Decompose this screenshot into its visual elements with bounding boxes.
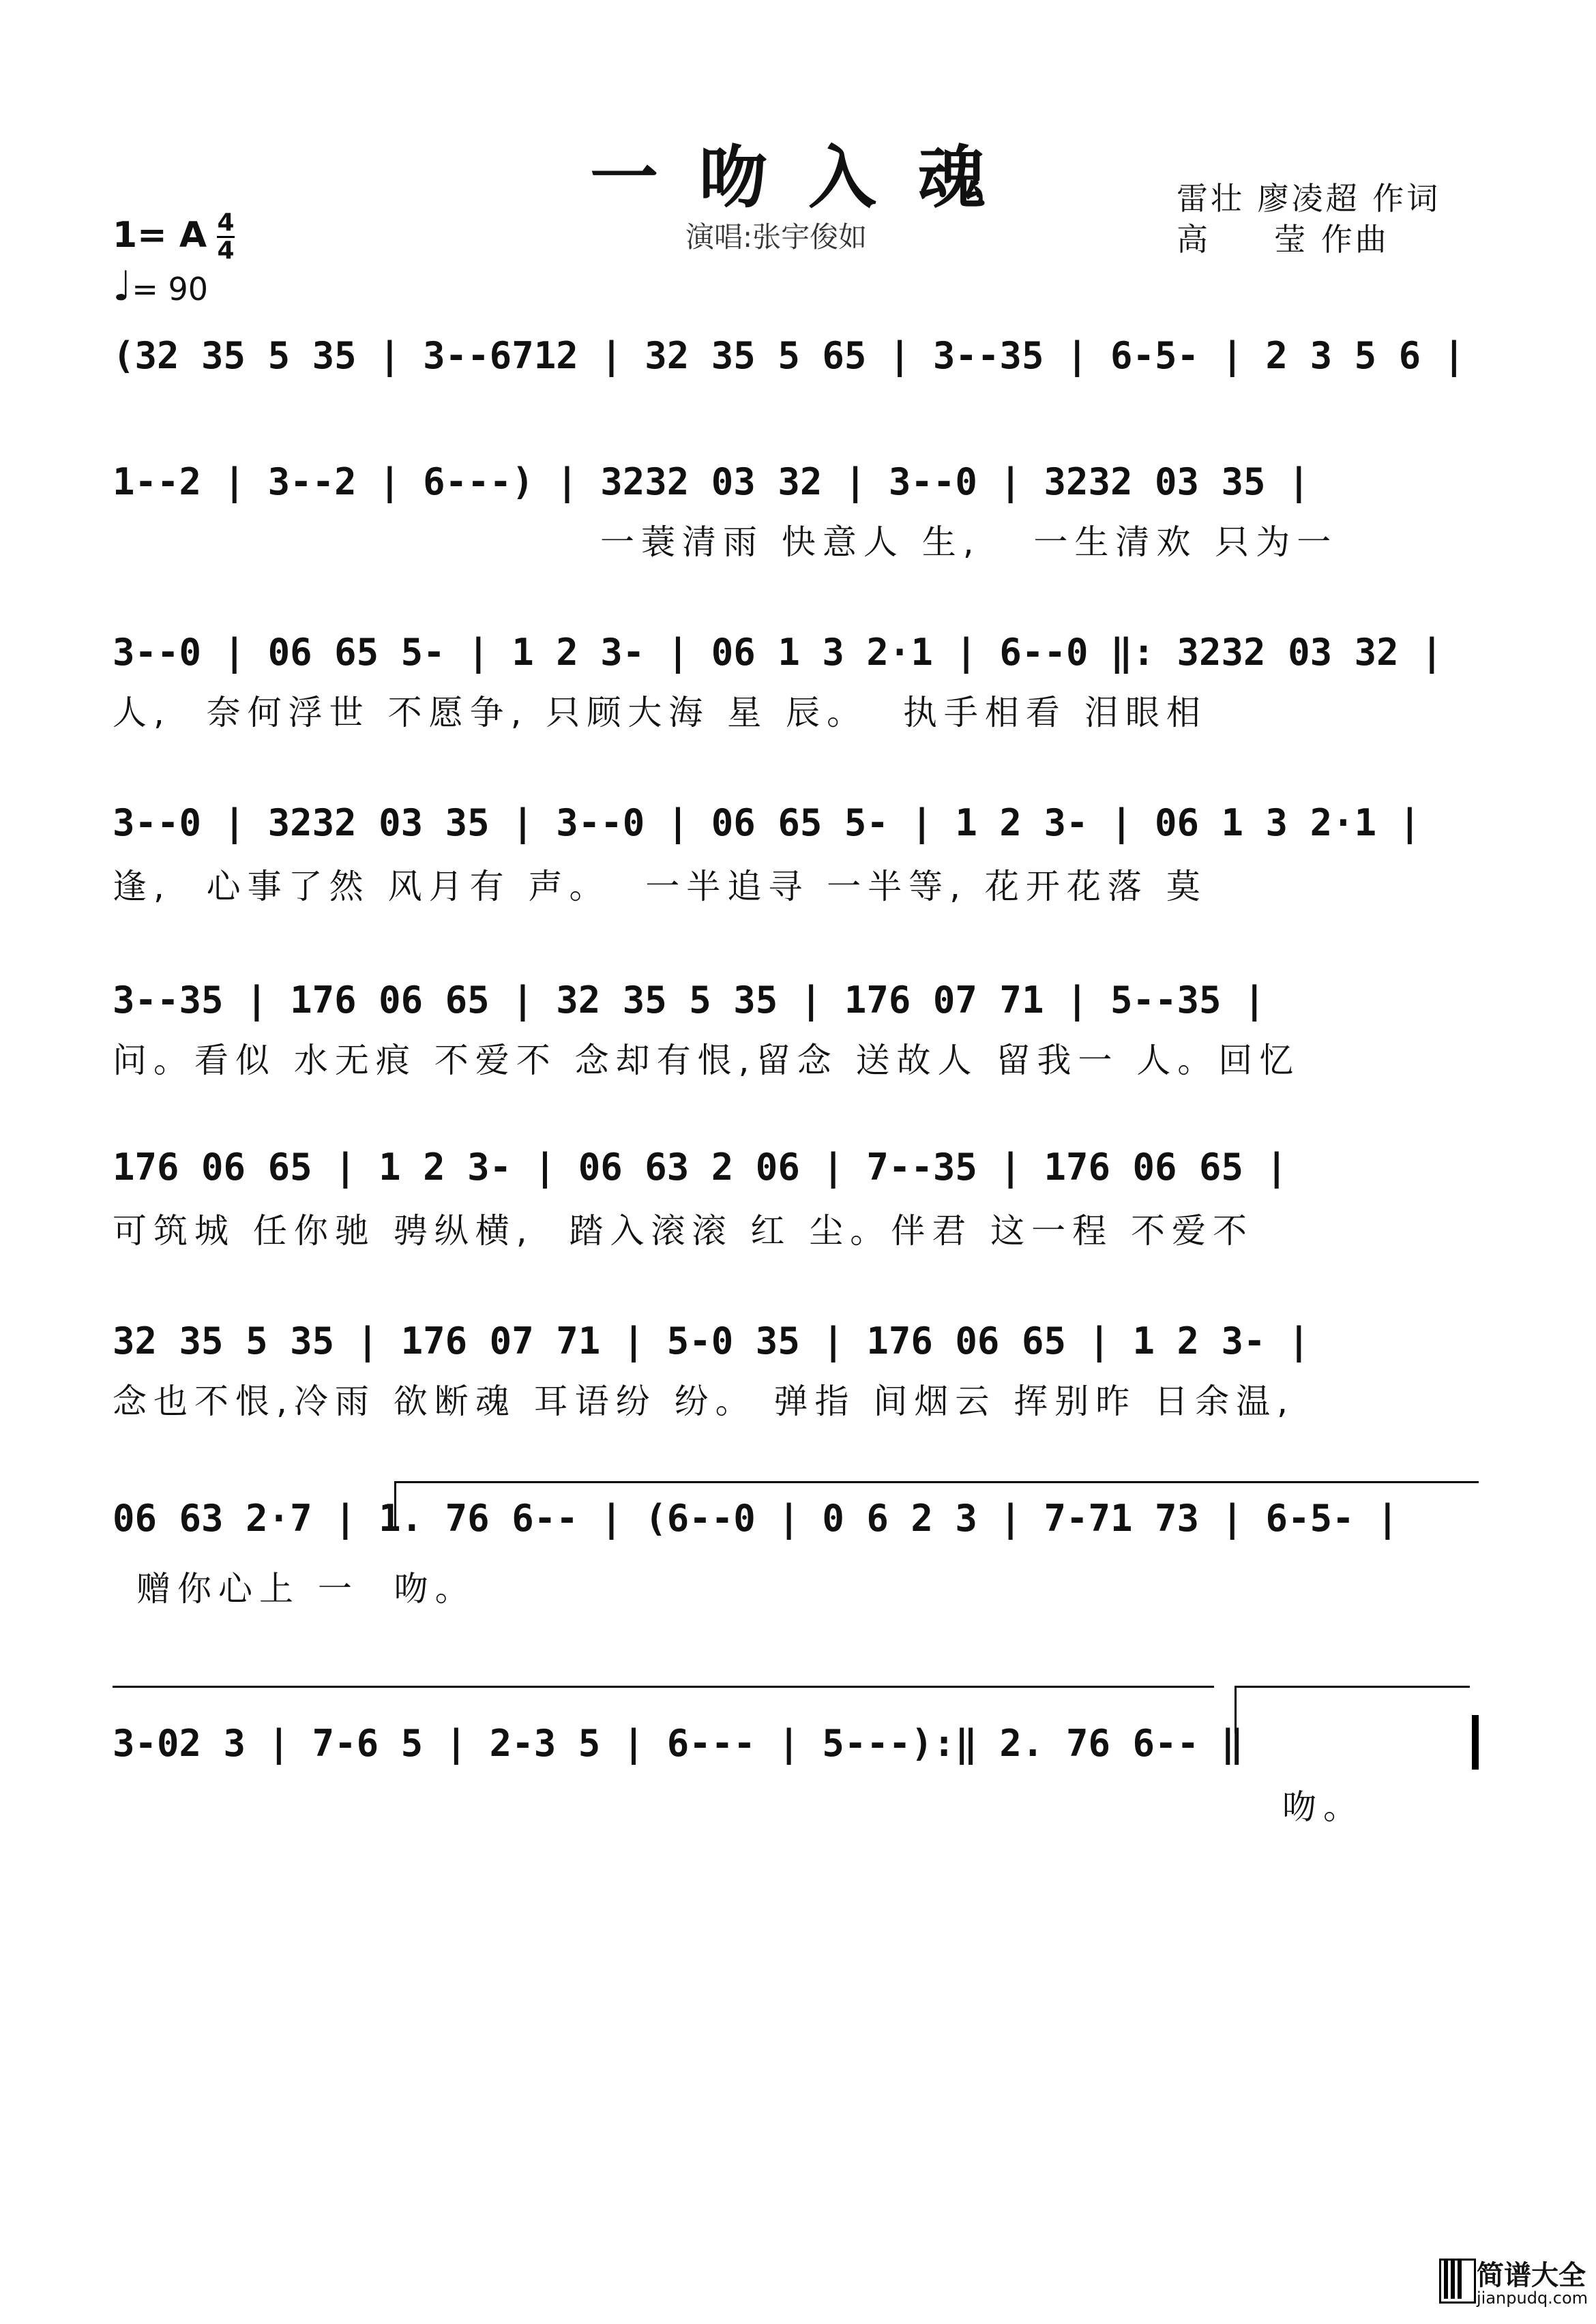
system-9-lyrics: 吻。: [1282, 1787, 1364, 1827]
song-title: 一吻入魂: [590, 137, 1026, 218]
system-3-music: 3--0 | 06 65 5- | 1 2 3- | 06 1 3 2·1 | 6--0 ‖: 3232 03 32 |: [113, 631, 1443, 674]
system-5-music: 3--35 | 176 06 65 | 32 35 5 35 | 176 07 71 | 5--35 |: [113, 979, 1266, 1022]
system-2-music: 1--2 | 3--2 | 6---) | 3232 03 32 | 3--0 | 3232 03 35 |: [113, 460, 1310, 503]
piano-logo-icon: [1439, 2259, 1476, 2304]
final-barline: [1472, 1715, 1479, 1770]
lyricist-credit: 雷壮 廖凌超 作词: [1177, 180, 1441, 217]
tempo-marking: [113, 263, 208, 310]
system-8-lyrics: 赠你心上 一 吻。: [136, 1569, 476, 1609]
first-ending-bracket: [394, 1481, 1479, 1483]
watermark-url: jianpudq.com: [1477, 2289, 1588, 2308]
bracket-line-left: [113, 1686, 1214, 1688]
time-signature-bottom: 4: [217, 237, 235, 265]
system-7-music: 32 35 5 35 | 176 07 71 | 5-0 35 | 176 06 65 | 1 2 3- |: [113, 1320, 1310, 1362]
composer-credit: 高 莹 作曲: [1177, 221, 1389, 258]
system-4-lyrics: 逢, 心事了然 风月有 声。 一半追寻 一半等, 花开花落 莫: [113, 867, 1207, 906]
system-5-lyrics: 问。看似 水无痕 不爱不 念却有恨,留念 送故人 留我一 人。回忆: [113, 1041, 1301, 1080]
system-6-music: 176 06 65 | 1 2 3- | 06 63 2 06 | 7--35 | 176 06 65 |: [113, 1146, 1288, 1189]
time-signature: [217, 210, 235, 264]
system-9-music: 3-02 3 | 7-6 5 | 2-3 5 | 6--- | 5---):‖ 2. 76 6-- ‖: [113, 1722, 1244, 1765]
tempo-value: = 90: [132, 271, 209, 308]
system-8-music: 06 63 2·7 | 1. 76 6-- | (6--0 | 0 6 2 3 | 7-71 73 | 6-5- |: [113, 1497, 1399, 1540]
system-6-lyrics: 可筑城 任你驰 骋纵横, 踏入滚滚 红 尘。伴君 这一程 不爱不: [113, 1211, 1254, 1251]
singer-credit: 演唱:张宇俊如: [685, 220, 868, 254]
watermark-name: 简谱大全: [1477, 2260, 1586, 2291]
system-4-music: 3--0 | 3232 03 35 | 3--0 | 06 65 5- | 1 2 3- | 06 1 3 2·1 |: [113, 801, 1421, 844]
time-signature-top: 4: [217, 209, 235, 237]
system-7-lyrics: 念也不恨,冷雨 欲断魂 耳语纷 纷。 弹指 间烟云 挥别昨 日余温,: [113, 1382, 1295, 1421]
quarter-note-icon: ♩: [113, 263, 132, 310]
system-3-lyrics: 人, 奈何浮世 不愿争, 只顾大海 星 辰。 执手相看 泪眼相: [113, 693, 1207, 732]
second-ending-bracket: [1235, 1686, 1470, 1688]
key-signature: 1= A: [113, 215, 207, 256]
system-1-music: (32 35 5 35 | 3--6712 | 32 35 5 65 | 3--35 | 6-5- | 2 3 5 6 |: [113, 334, 1466, 377]
system-2-lyrics: 一蓑清雨 快意人 生, 一生清欢 只为一: [600, 522, 1338, 562]
